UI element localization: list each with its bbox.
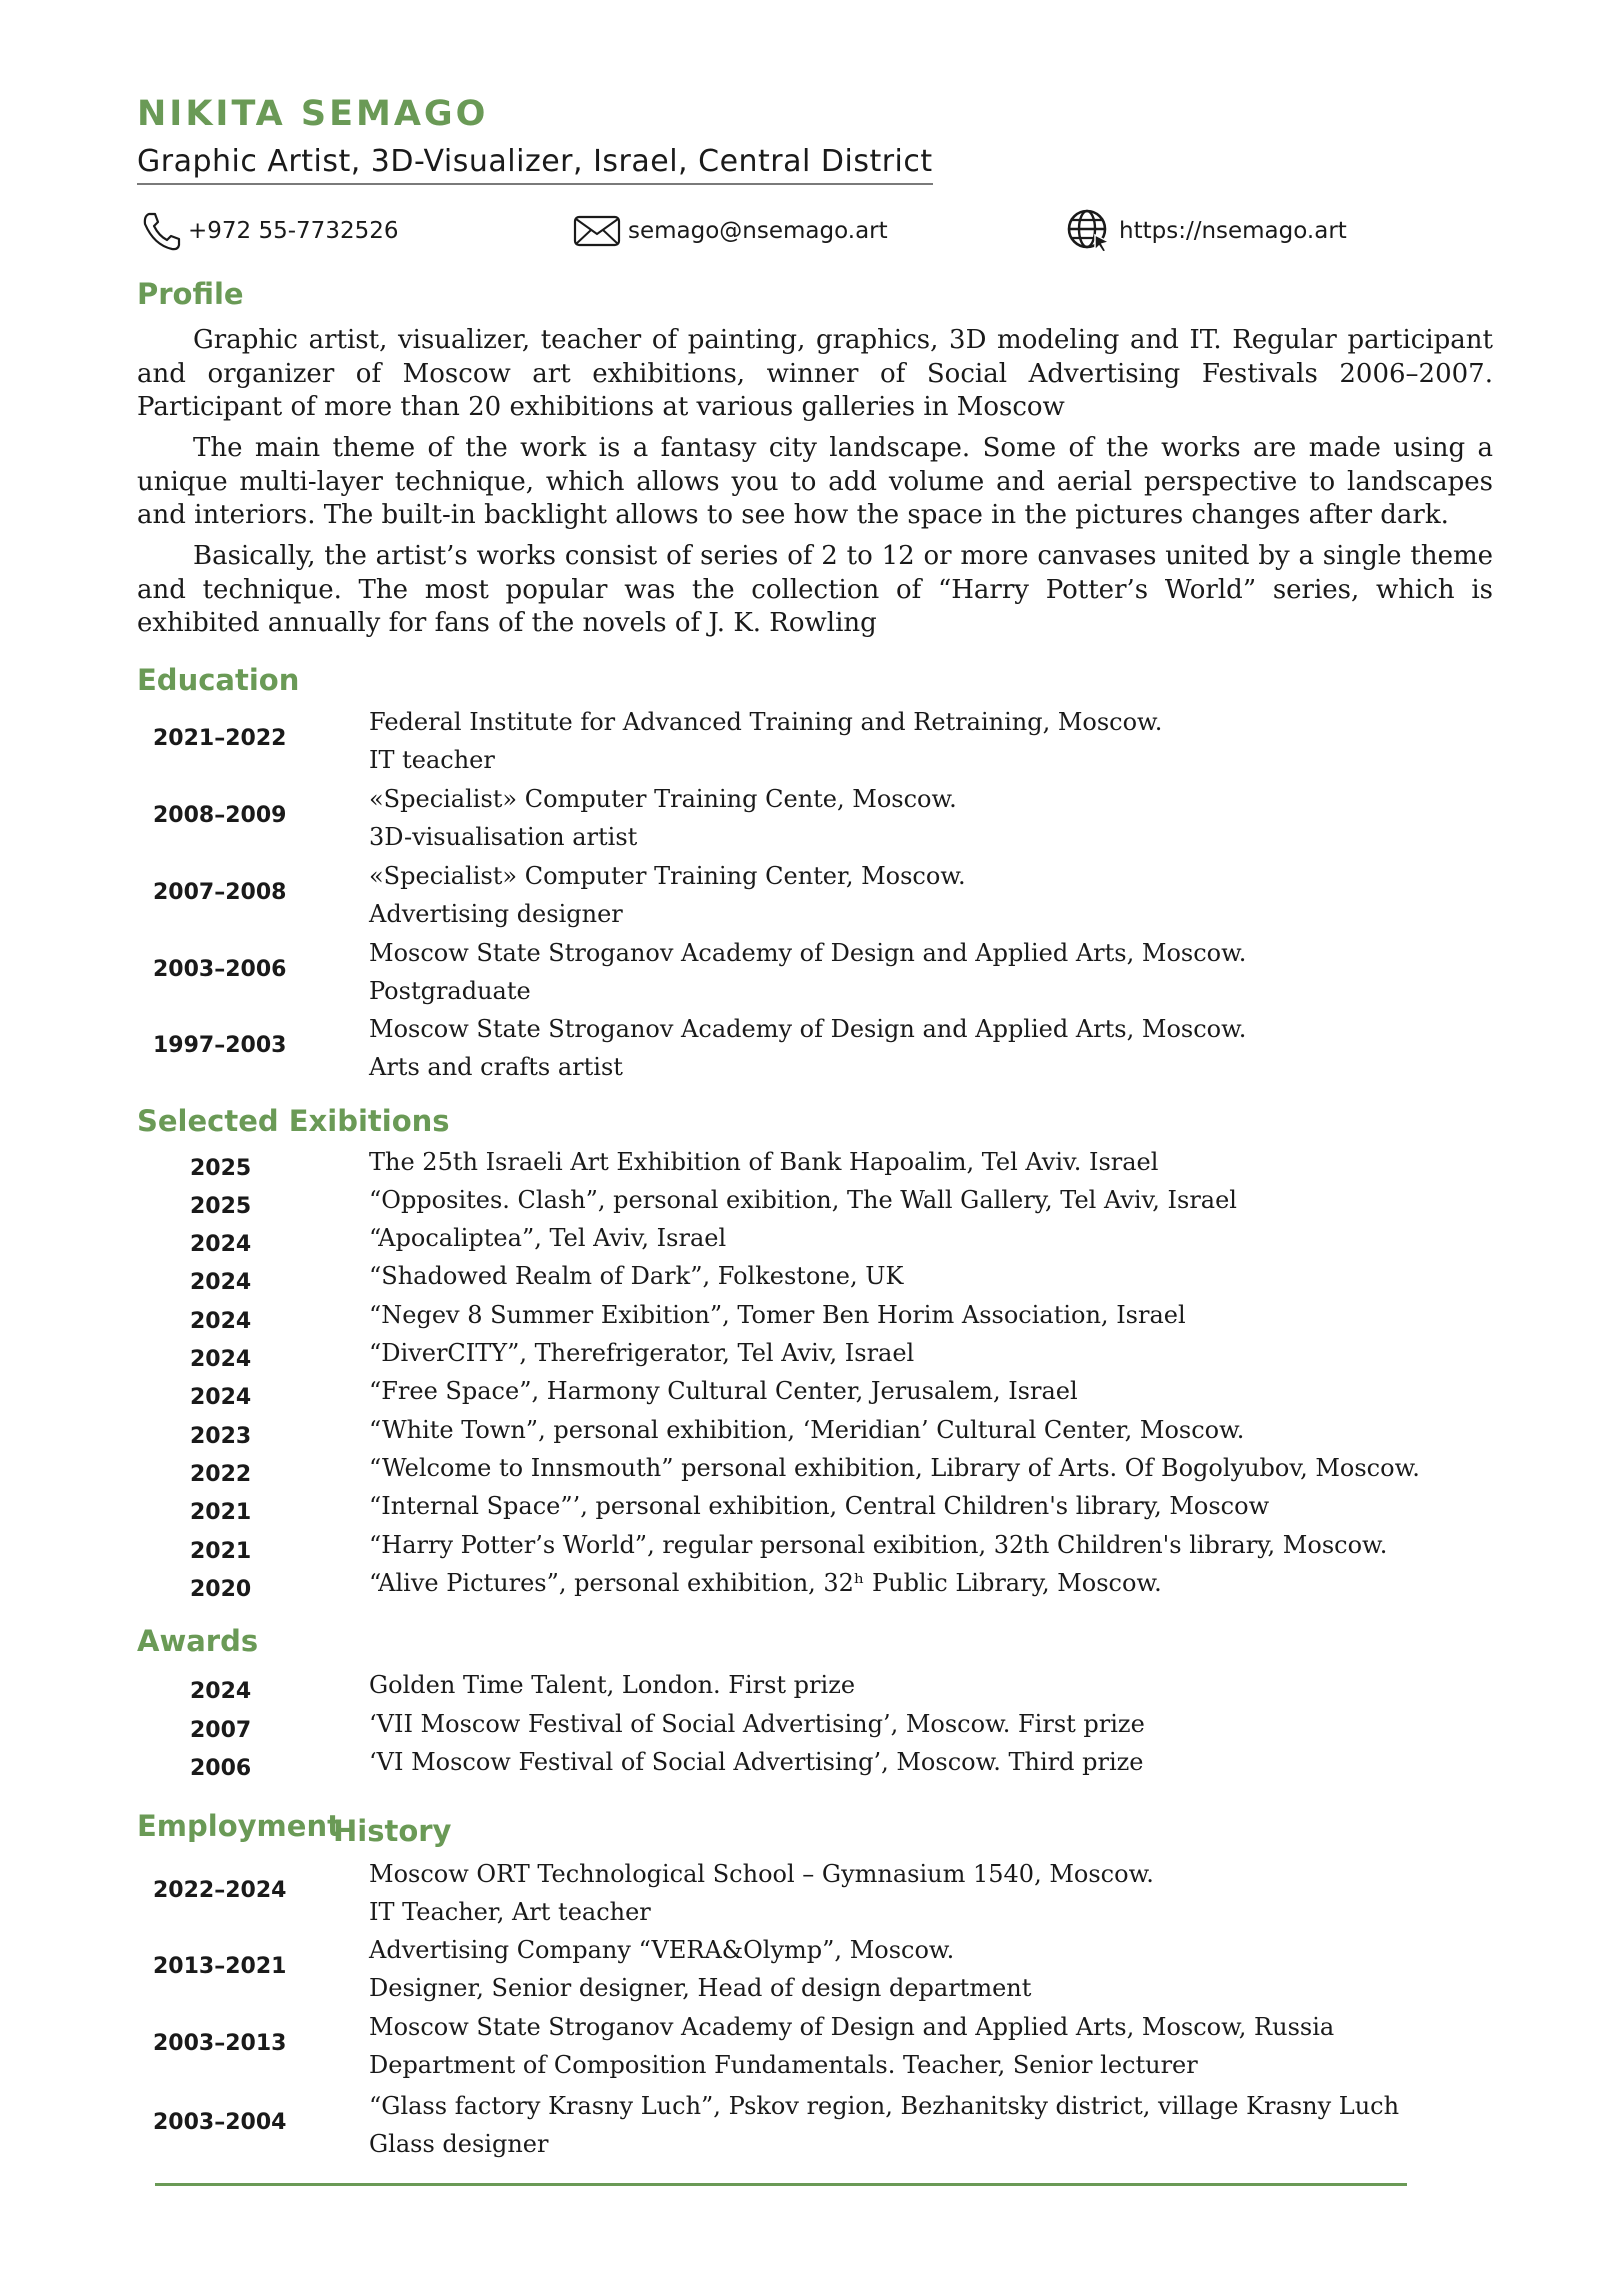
exhibition-year: 2021 [190, 1539, 252, 1564]
employment-years: 2003–2004 [153, 2110, 287, 2135]
education-degree: Postgraduate [369, 977, 531, 1005]
employment-company: “Glass factory Krasny Luch”, Pskov region, Bezhanitsky district, village Krasny Luch [369, 2092, 1400, 2120]
education-degree: IT teacher [369, 746, 495, 774]
exhibition-text: “Shadowed Realm of Dark”, Folkestone, UK [369, 1262, 904, 1290]
phone-number: +972 55-7732526 [188, 218, 399, 244]
person-subtitle: Graphic Artist, 3D-Visualizer, Israel, Central District [137, 144, 933, 185]
exhibition-text: “DiverCITY”, Therefrigerator, Tel Aviv, Israel [369, 1339, 915, 1367]
education-institution: Federal Institute for Advanced Training and Retraining, Moscow. [369, 708, 1163, 736]
employment-heading: Employment [137, 1809, 341, 1843]
education-years: 2021–2022 [153, 726, 287, 751]
employment-company: Moscow ORT Technological School – Gymnasium 1540, Moscow. [369, 1860, 1154, 1888]
employment-years: 2003–2013 [153, 2031, 287, 2056]
education-years: 1997–2003 [153, 1033, 287, 1058]
employment-company: Moscow State Stroganov Academy of Design and Applied Arts, Moscow, Russia [369, 2013, 1335, 2041]
education-years: 2007–2008 [153, 880, 287, 905]
education-institution: Moscow State Stroganov Academy of Design and Applied Arts, Moscow. [369, 1015, 1247, 1043]
award-text: Golden Time Talent, London. First prize [369, 1671, 856, 1699]
exhibition-year: 2025 [190, 1156, 252, 1181]
employment-years: 2022–2024 [153, 1878, 287, 1903]
award-text: ‘VI Moscow Festival of Social Advertising’, Moscow. Third prize [369, 1748, 1144, 1776]
employment-position: IT Teacher, Art teacher [369, 1898, 651, 1926]
phone-contact[interactable] [140, 206, 398, 256]
person-name: NIKITA SEMAGO [137, 94, 489, 134]
education-degree: 3D-visualisation artist [369, 823, 638, 851]
email-address: semago@nsemago.art [628, 218, 888, 244]
award-text: ‘VII Moscow Festival of Social Advertising’, Moscow. First prize [369, 1710, 1145, 1738]
exhibition-text: “Alive Pictures”, personal exhibition, 32ʰ Public Library, Moscow. [369, 1569, 1162, 1597]
employment-position: Glass designer [369, 2130, 549, 2158]
exhibition-text: “Free Space”, Harmony Cultural Center, Jerusalem, Israel [369, 1377, 1078, 1405]
exhibition-year: 2024 [190, 1347, 252, 1372]
phone-icon [140, 210, 182, 252]
education-years: 2008–2009 [153, 803, 287, 828]
exhibition-year: 2022 [190, 1462, 252, 1487]
profile-paragraph-3: Basically, the artist’s works consist of series of 2 to 12 or more canvases united by a single theme and technique. The most popular was the collection of “Harry Potter’s World” series, which is exhibited annually for fans of the novels of J. K. Rowling [137, 541, 1493, 638]
exhibition-year: 2025 [190, 1194, 252, 1219]
exhibition-year: 2024 [190, 1232, 252, 1257]
mail-icon [572, 213, 622, 249]
email-contact[interactable] [572, 206, 888, 256]
exhibitions-heading: Selected Exibitions [137, 1104, 450, 1138]
education-degree: Advertising designer [369, 900, 623, 928]
exhibition-year: 2023 [190, 1424, 252, 1449]
exhibition-year: 2021 [190, 1500, 252, 1525]
exhibition-text: “Harry Potter’s World”, regular personal exibition, 32th Children's library, Moscow. [369, 1531, 1388, 1559]
profile-paragraph-2: The main theme of the work is a fantasy city landscape. Some of the works are made using a unique multi-layer technique, which allows you to add volume and aerial perspective to landscapes and interiors. The built-in backlight allows to see how the space in the pictures changes after dark. [137, 433, 1493, 530]
exhibition-year: 2020 [190, 1577, 252, 1602]
employment-position: Department of Composition Fundamentals. Teacher, Senior lecturer [369, 2051, 1198, 2079]
award-year: 2007 [190, 1718, 252, 1743]
education-institution: «Specialist» Computer Training Center, Moscow. [369, 862, 966, 890]
awards-heading: Awards [137, 1624, 259, 1658]
exhibition-text: “Negev 8 Summer Exibition”, Tomer Ben Horim Association, Israel [369, 1301, 1186, 1329]
education-institution: Moscow State Stroganov Academy of Design and Applied Arts, Moscow. [369, 939, 1247, 967]
award-year: 2024 [190, 1679, 252, 1704]
award-year: 2006 [190, 1756, 252, 1781]
employment-years: 2013–2021 [153, 1954, 287, 1979]
employment-position: Designer, Senior designer, Head of design department [369, 1974, 1032, 2002]
exhibition-year: 2024 [190, 1270, 252, 1295]
employment-company: Advertising Company “VERA&Olymp”, Moscow. [369, 1936, 955, 1964]
exhibition-year: 2024 [190, 1309, 252, 1334]
education-institution: «Specialist» Computer Training Cente, Moscow. [369, 785, 957, 813]
exhibition-text: “Opposites. Clash”, personal exibition, The Wall Gallery, Tel Aviv, Israel [369, 1186, 1237, 1214]
profile-heading: Profile [137, 277, 244, 311]
education-years: 2003–2006 [153, 957, 287, 982]
exhibition-text: “White Town”, personal exhibition, ‘Meridian’ Cultural Center, Moscow. [369, 1416, 1245, 1444]
exhibition-year: 2024 [190, 1385, 252, 1410]
exhibition-text: “Internal Space”’, personal exhibition, Central Children's library, Moscow [369, 1492, 1270, 1520]
exhibition-text: “Welcome to Innsmouth” personal exhibition, Library of Arts. Of Bogolyubov, Moscow. [369, 1454, 1420, 1482]
employment-heading-2: History [333, 1814, 452, 1848]
education-heading: Education [137, 663, 300, 697]
website-url: https://nsemago.art [1119, 218, 1347, 244]
website-contact[interactable] [1065, 206, 1347, 256]
education-degree: Arts and crafts artist [369, 1053, 623, 1081]
exhibition-text: The 25th Israeli Art Exhibition of Bank Hapoalim, Tel Aviv. Israel [369, 1148, 1159, 1176]
exhibition-text: “Apocaliptea”, Tel Aviv, Israel [369, 1224, 727, 1252]
globe-icon [1065, 207, 1113, 255]
bottom-divider [155, 2183, 1407, 2186]
profile-paragraph-1: Graphic artist, visualizer, teacher of painting, graphics, 3D modeling and IT. Regular participant and organizer of Moscow art exhibitions, winner of Social Advertising Festivals 2006–2007. Participant of more than 20 exhibitions at various galleries in Moscow [137, 325, 1493, 422]
